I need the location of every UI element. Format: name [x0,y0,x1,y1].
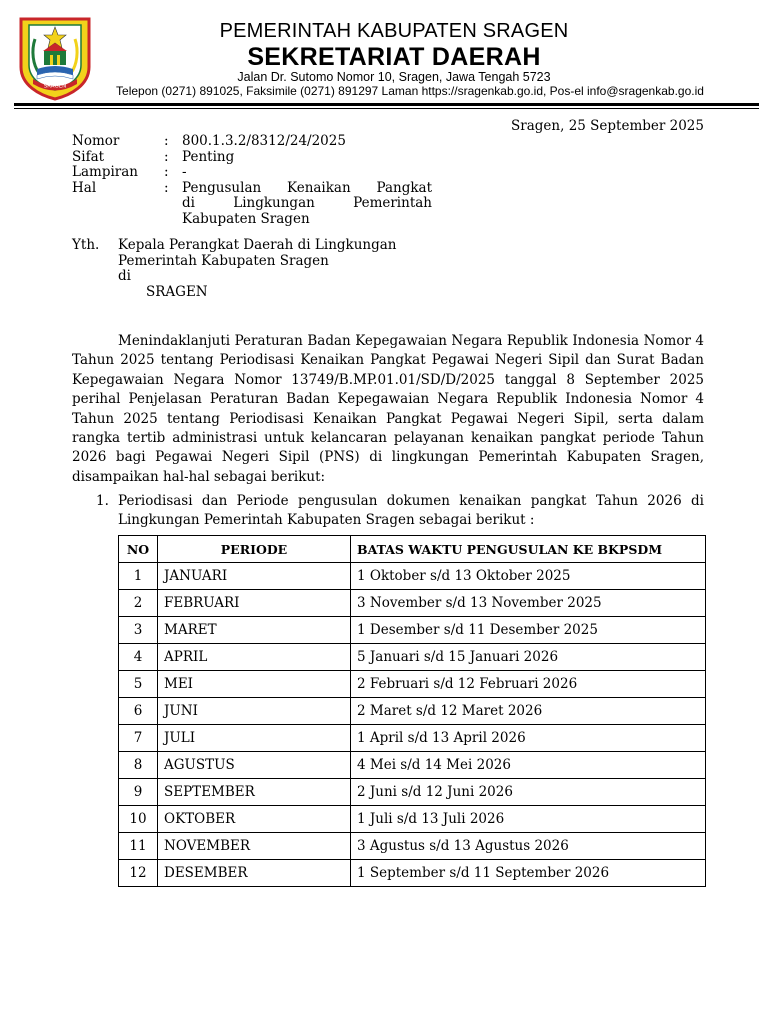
meta-row-hal [72,181,432,197]
table-row [119,806,706,833]
table-header-row [119,536,706,563]
meta-colon: : [164,133,169,149]
list-item-text: Periodisasi dan Periode pengusulan dokumen kenaikan pangkat Tahun 2026 di Lingkungan Pemerintah Kabupaten Sragen sebagai berikut : [118,493,704,529]
header-address: Jalan Dr. Sutomo Nomor 10, Sragen, Jawa Tengah 5723 [237,70,551,84]
meta-nomor-label: Nomor [72,133,120,149]
header-divider-thin [14,108,759,109]
meta-nomor-value: 800.1.3.2/8312/24/2025 [182,133,346,149]
header-contact: Telepon (0271) 891025, Faksimile (0271) 891297 Laman https://sragenkab.go.id, Pos-el info@sragenkab.go.id [116,84,704,98]
meta-colon: : [164,179,169,196]
list-item-number: 1. [96,493,109,509]
table-cell-batas: 1 April s/d 13 April 2026 [351,725,706,752]
body-paragraph: Menindaklanjuti Peraturan Badan Kepegawaian Negara Republik Indonesia Nomor 4 Tahun 2025 tentang Periodisasi Kenaikan Pangkat Pegawai Negeri Sipil dan Surat Badan Kepegawaian Negara Nomor 13749/B.MP.01.01/SD/D/2025 tanggal 8 September 2025 perihal Penjelasan Peraturan Badan Kepegawaian Negara Republik Indonesia Nomor 4 Tahun 2025 tentang Periodisasi Kenaikan Pangkat Pegawai Negeri Sipil, serta dalam rangka tertib administrasi untuk kelancaran pelayanan kenaikan pangkat periode Tahun 2026 bagi Pegawai Negeri Sipil (PNS) di lingkungan Pemerintah Kabupaten Sragen, disampaikan hal-hal sebagai berikut: [72,333,704,485]
addressee-line3: di [118,268,131,284]
header-office-name: SEKRETARIAT DAERAH [247,43,541,71]
addressee-prefix: Yth. [72,237,100,253]
table-cell-no: 11 [119,833,158,860]
meta-row-nomor [72,134,432,150]
meta-hal-line1: Pengusulan Kenaikan Pangkat [182,179,432,196]
letter-meta [72,134,432,227]
table-cell-batas: 1 Juli s/d 13 Juli 2026 [351,806,706,833]
table-cell-batas: 2 Februari s/d 12 Februari 2026 [351,671,706,698]
table-header-no: NO [119,536,158,563]
meta-row-hal-2 [72,196,432,212]
table-cell-batas: 1 Oktober s/d 13 Oktober 2025 [351,563,706,590]
table-cell-batas: 3 Agustus s/d 13 Agustus 2026 [351,833,706,860]
table-header-periode: PERIODE [158,536,351,563]
meta-lampiran-value: - [182,164,187,180]
table-cell-periode: APRIL [158,644,351,671]
table-row [119,617,706,644]
table-cell-batas: 4 Mei s/d 14 Mei 2026 [351,752,706,779]
meta-lampiran-label: Lampiran [72,164,138,180]
table-cell-no: 12 [119,860,158,887]
meta-row-lampiran [72,165,432,181]
table-cell-no: 1 [119,563,158,590]
table-cell-periode: SEPTEMBER [158,779,351,806]
table-cell-no: 9 [119,779,158,806]
letter-date: Sragen, 25 September 2025 [511,118,704,134]
header-divider-thick [14,103,759,106]
table-cell-batas: 2 Maret s/d 12 Maret 2026 [351,698,706,725]
table-row [119,644,706,671]
table-cell-periode: MARET [158,617,351,644]
table-cell-periode: FEBRUARI [158,590,351,617]
table-row [119,698,706,725]
meta-colon: : [164,164,169,180]
table-row [119,725,706,752]
table-cell-periode: JANUARI [158,563,351,590]
table-cell-no: 10 [119,806,158,833]
table-cell-no: 4 [119,644,158,671]
addressee-line1: Kepala Perangkat Daerah di Lingkungan [118,237,397,253]
meta-row-sifat [72,150,432,166]
period-table [118,535,706,887]
table-cell-periode: JULI [158,725,351,752]
list-item [96,492,704,531]
table-cell-periode: AGUSTUS [158,752,351,779]
meta-colon: : [164,148,169,165]
table-cell-no: 7 [119,725,158,752]
meta-hal-line3: Kabupaten Sragen [182,210,310,227]
table-row [119,590,706,617]
table-cell-batas: 2 Juni s/d 12 Juni 2026 [351,779,706,806]
table-row [119,779,706,806]
table-row [119,563,706,590]
table-header-batas: BATAS WAKTU PENGUSULAN KE BKPSDM [351,536,706,563]
table-row [119,860,706,887]
table-cell-periode: MEI [158,671,351,698]
table-cell-no: 8 [119,752,158,779]
table-cell-batas: 5 Januari s/d 15 Januari 2026 [351,644,706,671]
meta-sifat-value: Penting [182,148,235,165]
table-cell-periode: DESEMBER [158,860,351,887]
meta-row-hal-3 [72,212,432,228]
addressee-line2: Pemerintah Kabupaten Sragen [118,252,329,269]
table-cell-no: 3 [119,617,158,644]
table-cell-batas: 1 Desember s/d 11 Desember 2025 [351,617,706,644]
table-cell-periode: OKTOBER [158,806,351,833]
table-row [119,671,706,698]
addressee-city: SRAGEN [146,283,208,300]
logo-text: SRAGEN [43,83,67,90]
meta-sifat-label: Sifat [72,148,105,165]
table-cell-periode: NOVEMBER [158,833,351,860]
table-cell-no: 2 [119,590,158,617]
meta-hal-line2: di Lingkungan Pemerintah [182,195,432,211]
table-cell-no: 6 [119,698,158,725]
table-cell-no: 5 [119,671,158,698]
table-row [119,752,706,779]
table-cell-batas: 1 September s/d 11 September 2026 [351,860,706,887]
meta-hal-label: Hal [72,179,97,196]
table-row [119,833,706,860]
table-cell-periode: JUNI [158,698,351,725]
table-cell-batas: 3 November s/d 13 November 2025 [351,590,706,617]
header-government-name: PEMERINTAH KABUPATEN SRAGEN [219,20,569,42]
